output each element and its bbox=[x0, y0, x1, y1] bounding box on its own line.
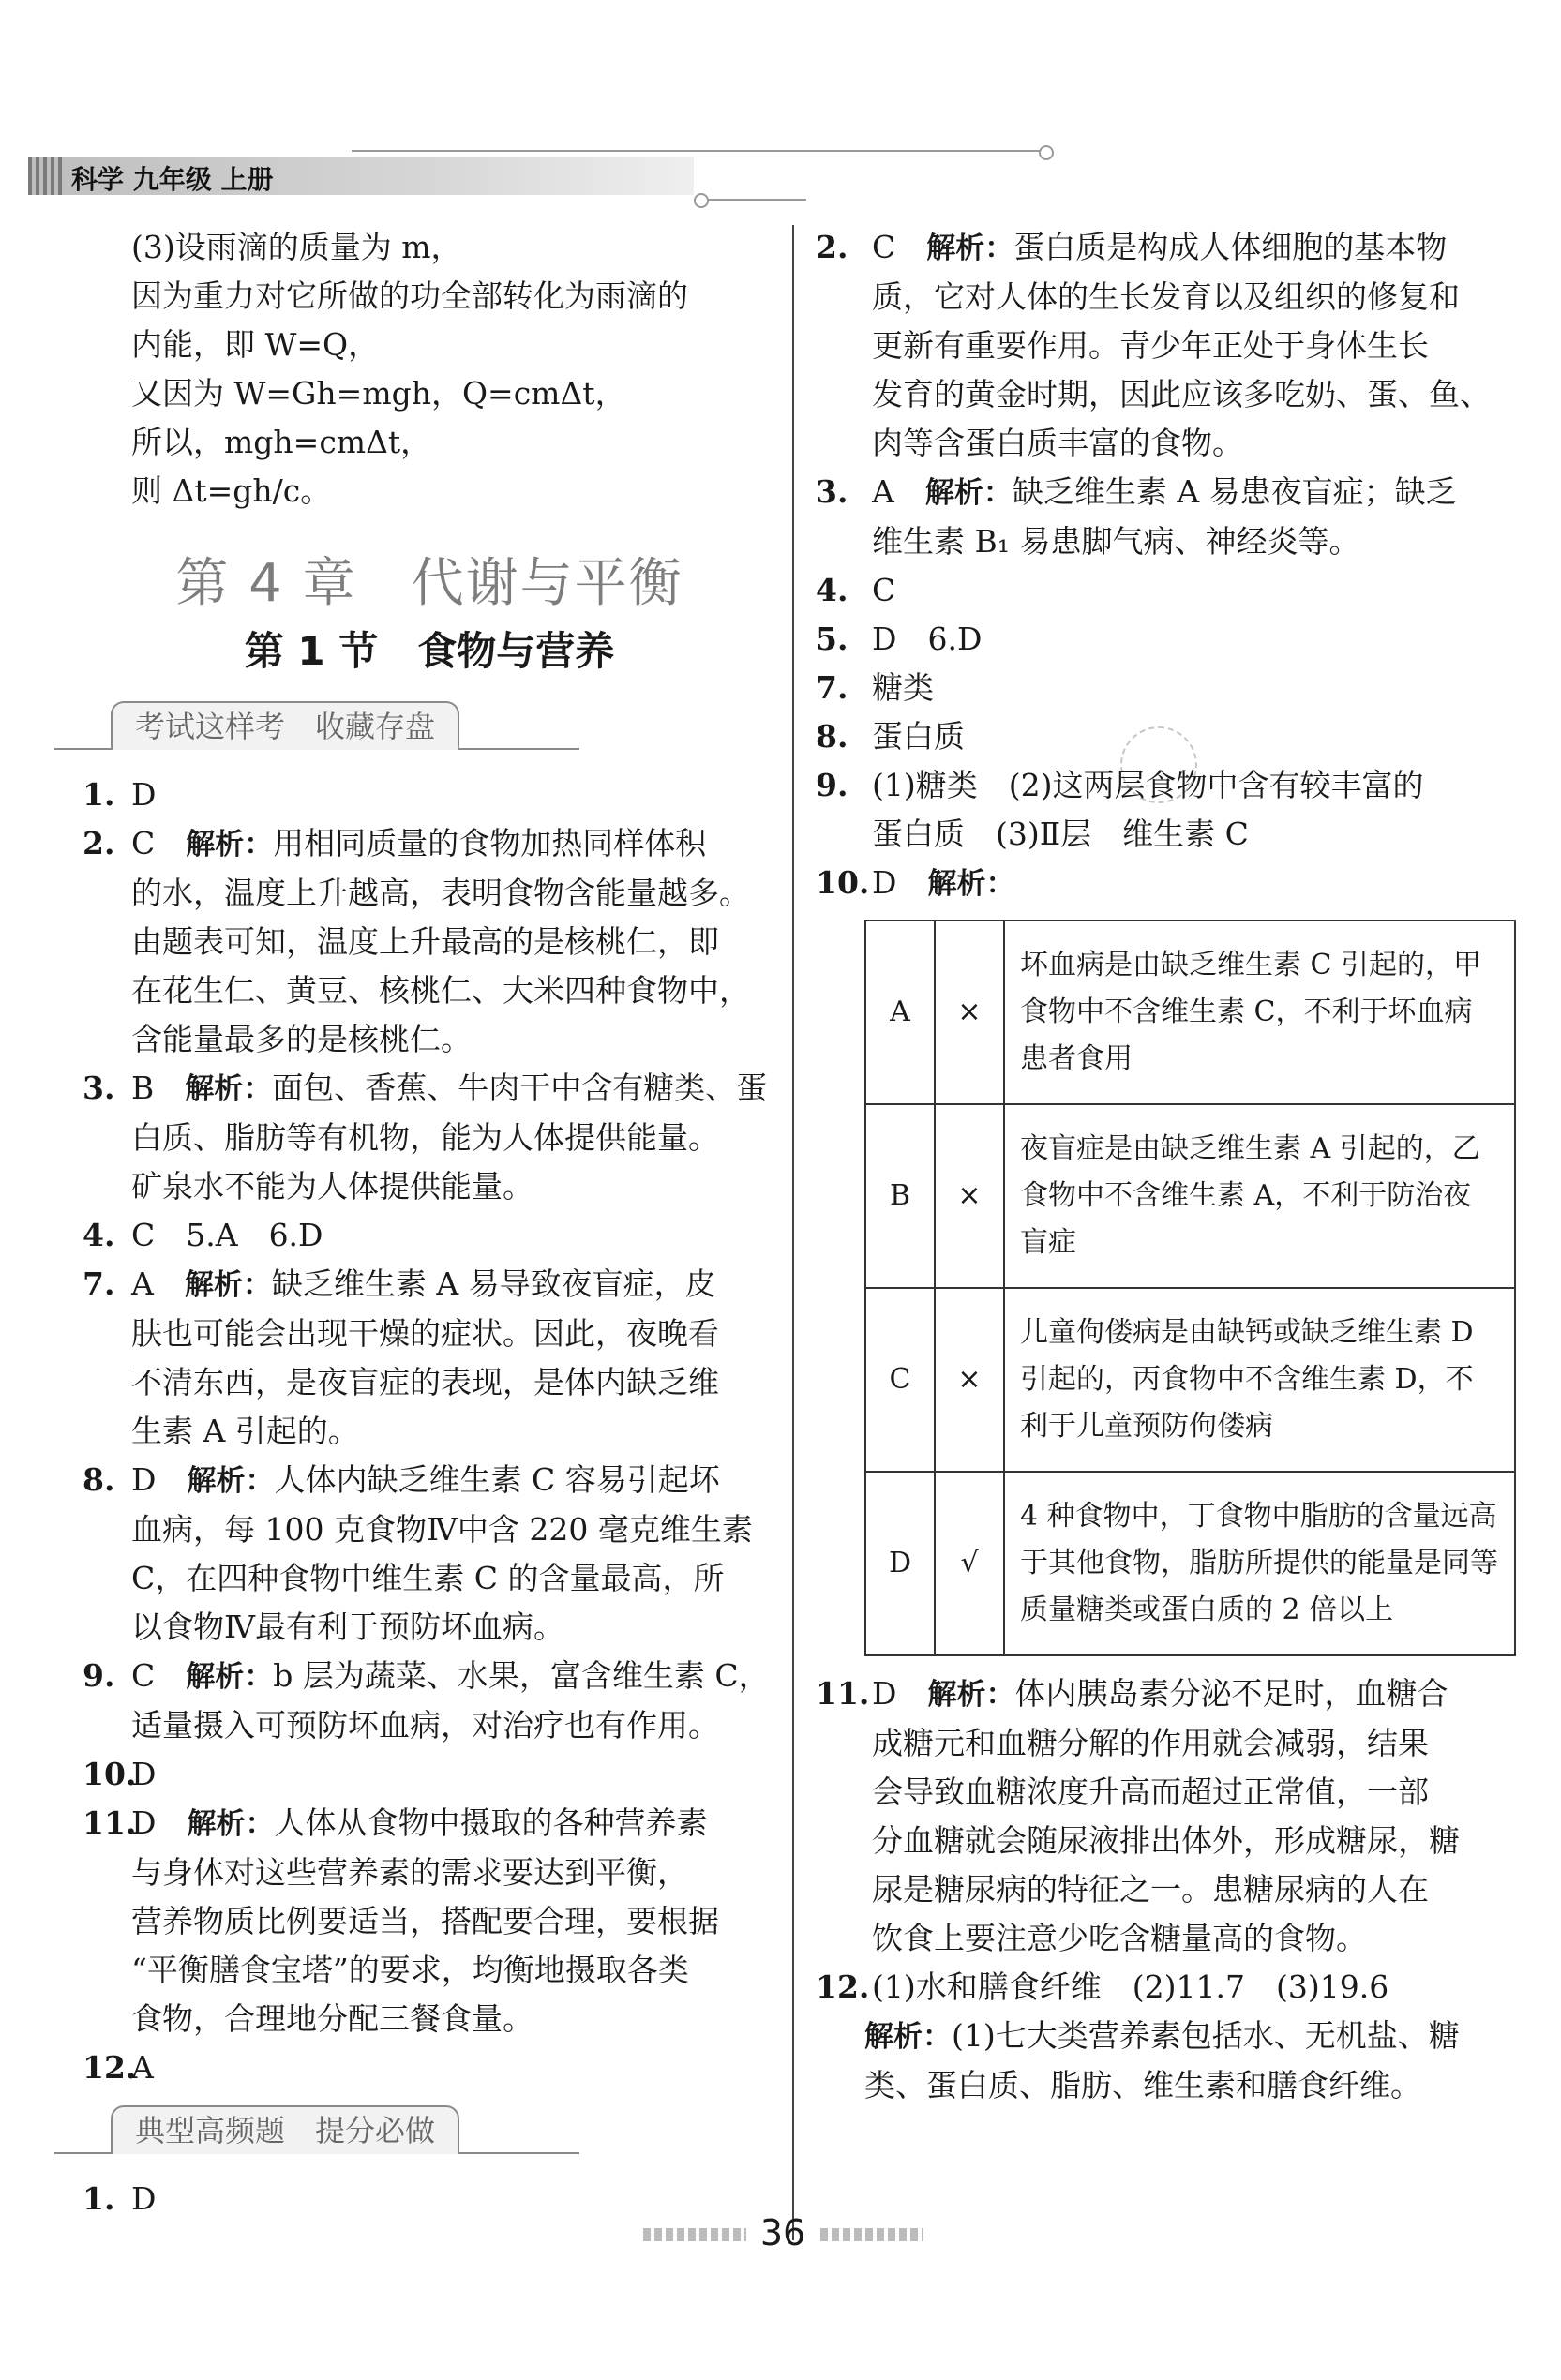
spacer bbox=[896, 864, 927, 901]
answer-item bbox=[83, 1260, 776, 1456]
intro-line: 所以，mgh=cmΔt， bbox=[131, 424, 432, 460]
option-explanation: 4 种食物中，丁食物中脂肪的含量远高于其他食物，脂肪所提供的能量是同等质量糖类或蛋白质的 2 倍以上 bbox=[1004, 1472, 1515, 1655]
answer-item bbox=[816, 223, 1514, 468]
answer-item bbox=[83, 1799, 776, 2043]
answer-value: D bbox=[131, 776, 157, 813]
answer-number: 4. bbox=[816, 572, 848, 608]
answer-number: 3. bbox=[83, 1070, 115, 1106]
analysis-label: 解析： bbox=[864, 2020, 952, 2054]
banner-label: 典型高频题 提分必做 bbox=[111, 2105, 459, 2154]
spacer bbox=[895, 229, 926, 265]
option-label: D bbox=[865, 1472, 935, 1655]
option-mark: × bbox=[935, 1288, 1004, 1472]
analysis-label: 解析： bbox=[927, 1678, 1015, 1712]
spacer bbox=[896, 1675, 927, 1712]
analysis-line: 营养物质比例要适当，搭配要合理，要根据 bbox=[131, 1903, 719, 1939]
analysis-label: 解析： bbox=[187, 1464, 275, 1498]
answer-item bbox=[83, 1750, 776, 1799]
option-explanation: 儿童佝偻病是由缺钙或缺乏维生素 D 引起的，丙食物中不含维生素 D，不利于儿童预防佝偻病 bbox=[1004, 1288, 1515, 1472]
answer-number: 8. bbox=[83, 1461, 115, 1498]
answer-value: D 6.D bbox=[872, 621, 983, 657]
option-mark: √ bbox=[935, 1472, 1004, 1655]
right-column bbox=[816, 223, 1514, 2110]
answer-number: 12. bbox=[816, 1968, 870, 2005]
answer-value: C bbox=[872, 229, 896, 265]
intro-line: 内能，即 W=Q， bbox=[131, 326, 380, 363]
analysis-label: 解析： bbox=[186, 828, 274, 861]
answer-number: 7. bbox=[83, 1265, 115, 1302]
analysis-line: 分血糖就会随尿液排出体外，形成糖尿，糖 bbox=[872, 1822, 1460, 1859]
analysis-line: 食物，合理地分配三餐食量。 bbox=[131, 2000, 533, 2037]
analysis-text: (1)七大类营养素包括水、无机盐、糖 bbox=[952, 2017, 1460, 2054]
answer-value: D bbox=[131, 1804, 157, 1841]
answer-number: 10. bbox=[816, 864, 870, 901]
analysis-text: 蛋白质是构成人体细胞的基本物 bbox=[1013, 229, 1448, 265]
left-column bbox=[83, 223, 776, 2223]
analysis-label: 解析： bbox=[924, 476, 1013, 510]
answer-value: A bbox=[872, 473, 894, 510]
answer-number: 11. bbox=[83, 1804, 137, 1841]
answer-item bbox=[83, 1064, 776, 1211]
analysis-label: 解析： bbox=[927, 867, 1015, 901]
answer-value: D bbox=[872, 864, 897, 901]
answer-value: (1)糖类 (2)这两层食物中含有较丰富的 bbox=[872, 767, 1424, 803]
analysis-text: 面包、香蕉、牛肉干中含有糖类、蛋 bbox=[272, 1070, 768, 1106]
analysis-line: 适量摄入可预防坏血病，对治疗也有作用。 bbox=[131, 1707, 719, 1744]
analysis-label: 解析： bbox=[187, 1807, 275, 1841]
answer-value: 糖类 bbox=[872, 669, 934, 706]
answer-item bbox=[83, 1456, 776, 1652]
option-explanation: 夜盲症是由缺乏维生素 A 引起的，乙食物中不含维生素 A，不利于防治夜盲症 bbox=[1004, 1104, 1515, 1288]
answer-value: A bbox=[131, 2049, 154, 2086]
analysis-line: 更新有重要作用。青少年正处于身体生长 bbox=[872, 327, 1429, 364]
analysis-text: 体内胰岛素分泌不足时，血糖合 bbox=[1014, 1675, 1448, 1712]
option-row bbox=[865, 921, 1515, 1104]
analysis-line: 矿泉水不能为人体提供能量。 bbox=[131, 1168, 533, 1205]
analysis-line: 含能量最多的是核桃仁。 bbox=[131, 1021, 472, 1057]
answer-number: 1. bbox=[83, 2180, 115, 2217]
spacer bbox=[154, 1070, 185, 1106]
answer-value: C bbox=[131, 825, 156, 861]
answer-item bbox=[816, 712, 1514, 761]
column-divider bbox=[792, 225, 794, 2240]
analysis-line: 以食物Ⅳ最有利于预防坏血病。 bbox=[131, 1609, 564, 1645]
analysis-label: 解析： bbox=[185, 1072, 273, 1106]
banner-exam bbox=[73, 701, 579, 754]
right-answer-list-bottom bbox=[816, 1669, 1514, 2012]
answer-number: 2. bbox=[83, 825, 115, 861]
spacer bbox=[155, 825, 186, 861]
spacer bbox=[154, 1265, 185, 1302]
analysis-text: 人体从食物中摄取的各种营养素 bbox=[274, 1804, 708, 1841]
answer-number: 11. bbox=[816, 1675, 870, 1712]
left-answer-list bbox=[83, 771, 776, 2092]
spacer bbox=[156, 1461, 187, 1498]
answer-value: D bbox=[131, 1756, 157, 1792]
analysis-line: 由题表可知，温度上升最高的是核桃仁，即 bbox=[131, 923, 719, 960]
answer-item bbox=[816, 761, 1514, 859]
answer-number: 3. bbox=[816, 473, 848, 510]
analysis-line: 肤也可能会出现干燥的症状。因此，夜晚看 bbox=[131, 1315, 719, 1352]
analysis-label: 解析： bbox=[184, 1268, 272, 1302]
chapter-title: 第 4 章 代谢与平衡 bbox=[175, 553, 683, 614]
option-mark: × bbox=[935, 921, 1004, 1104]
option-label: C bbox=[865, 1288, 935, 1472]
answer-value: A bbox=[131, 1265, 154, 1302]
spacer bbox=[155, 1657, 186, 1694]
analysis-line: 的水，温度上升越高，表明食物含能量越多。 bbox=[131, 875, 750, 911]
analysis-line: 会导致血糖浓度升高而超过正常值，一部 bbox=[872, 1774, 1429, 1810]
option-row bbox=[865, 1288, 1515, 1472]
answer-number: 4. bbox=[83, 1217, 115, 1253]
analysis-line: 在花生仁、黄豆、核桃仁、大米四种食物中， bbox=[131, 972, 750, 1009]
answer-item bbox=[83, 1211, 776, 1260]
answer-item bbox=[816, 566, 1514, 615]
header-title: 科学 九年级 上册 bbox=[71, 164, 274, 195]
header-stripes bbox=[28, 157, 66, 195]
analysis-label: 解析： bbox=[186, 1660, 274, 1694]
answer-value: C bbox=[872, 572, 896, 608]
answer-item bbox=[816, 1963, 1514, 2012]
header-rule bbox=[352, 150, 1041, 152]
spacer bbox=[156, 1804, 187, 1841]
answer-value: D bbox=[131, 2180, 157, 2217]
right-answer-list-top bbox=[816, 223, 1514, 908]
option-explanation: 坏血病是由缺乏维生素 C 引起的，甲食物中不含维生素 C，不利于坏血病患者食用 bbox=[1004, 921, 1515, 1104]
answer-number: 12. bbox=[83, 2049, 137, 2086]
analysis-line: 类、蛋白质、脂肪、维生素和膳食纤维。 bbox=[864, 2067, 1421, 2103]
intro-line: 因为重力对它所做的功全部转化为雨滴的 bbox=[131, 277, 688, 314]
analysis-line: 饮食上要注意少吃含糖量高的食物。 bbox=[872, 1920, 1367, 1956]
header-dot-lower bbox=[694, 193, 709, 208]
analysis-text: 缺乏维生素 A 易导致夜盲症，皮 bbox=[271, 1265, 716, 1302]
option-label: A bbox=[865, 921, 935, 1104]
analysis-line: 生素 A 引起的。 bbox=[131, 1413, 359, 1449]
answer-item bbox=[83, 1652, 776, 1750]
analysis-line: “平衡膳食宝塔”的要求，均衡地摄取各类 bbox=[131, 1952, 689, 1988]
header-dot bbox=[1039, 145, 1054, 160]
answer-item bbox=[816, 859, 1514, 908]
answer-number: 1. bbox=[83, 776, 115, 813]
option-analysis-table bbox=[864, 920, 1516, 1656]
analysis-line: 不清东西，是夜盲症的表现，是体内缺乏维 bbox=[131, 1364, 719, 1400]
analysis-line: 尿是糖尿病的特征之一。患糖尿病的人在 bbox=[872, 1871, 1429, 1908]
answer-number: 2. bbox=[816, 229, 848, 265]
option-row bbox=[865, 1104, 1515, 1288]
answer-item bbox=[816, 664, 1514, 712]
answer-item bbox=[816, 468, 1514, 566]
analysis-text: 缺乏维生素 A 易患夜盲症；缺乏 bbox=[1012, 473, 1457, 510]
answer-item bbox=[83, 2043, 776, 2092]
analysis-label: 解析： bbox=[926, 232, 1014, 265]
answer-item bbox=[83, 771, 776, 819]
answer-value: B bbox=[131, 1070, 155, 1106]
analysis-line: C，在四种食物中维生素 C 的含量最高，所 bbox=[131, 1560, 725, 1596]
option-mark: × bbox=[935, 1104, 1004, 1288]
analysis-line: 发育的黄金时期，因此应该多吃奶、蛋、鱼、 bbox=[872, 376, 1491, 412]
analysis-line: 蛋白质 (3)Ⅱ层 维生素 C bbox=[872, 816, 1249, 852]
analysis-line: 质，它对人体的生长发育以及组织的修复和 bbox=[872, 278, 1460, 315]
page-number: 36 bbox=[759, 2212, 806, 2253]
answer-number: 10. bbox=[83, 1756, 137, 1792]
answer-number: 9. bbox=[83, 1657, 115, 1694]
header-rule-lower bbox=[694, 199, 806, 201]
intro-line: 则 Δt=gh/c。 bbox=[131, 472, 332, 509]
answer-number: 8. bbox=[816, 718, 848, 755]
option-row bbox=[865, 1472, 1515, 1655]
answer-number: 9. bbox=[816, 767, 848, 803]
answer-value: 蛋白质 bbox=[872, 718, 965, 755]
analysis-line: 肉等含蛋白质丰富的食物。 bbox=[872, 425, 1243, 461]
analysis-line: 白质、脂肪等有机物，能为人体提供能量。 bbox=[131, 1119, 719, 1156]
intro-line: 又因为 W=Gh=mgh，Q=cmΔt， bbox=[131, 375, 626, 412]
answer-number: 5. bbox=[816, 621, 848, 657]
option-label: B bbox=[865, 1104, 935, 1288]
answer-item bbox=[83, 819, 776, 1064]
intro-block bbox=[83, 223, 776, 516]
final-analysis bbox=[816, 2012, 1514, 2110]
banner-frequent bbox=[73, 2105, 579, 2158]
answer-number: 7. bbox=[816, 669, 848, 706]
answer-item bbox=[816, 615, 1514, 664]
analysis-line: 成糖元和血糖分解的作用就会减弱，结果 bbox=[872, 1725, 1429, 1761]
analysis-line: 血病，每 100 克食物Ⅳ中含 220 毫克维生素 bbox=[131, 1511, 753, 1548]
section-title: 第 1 节 食物与营养 bbox=[244, 628, 615, 674]
analysis-line bbox=[864, 2012, 1514, 2061]
banner-label: 考试这样考 收藏存盘 bbox=[111, 701, 459, 750]
answer-value: C 5.A 6.D bbox=[131, 1217, 323, 1253]
analysis-line: 与身体对这些营养素的需求要达到平衡， bbox=[131, 1854, 688, 1891]
intro-line: (3)设雨滴的质量为 m， bbox=[131, 229, 462, 265]
analysis-text: b 层为蔬菜、水果，富含维生素 C， bbox=[273, 1657, 770, 1694]
answer-item bbox=[816, 1669, 1514, 1963]
answer-value: (1)水和膳食纤维 (2)11.7 (3)19.6 bbox=[872, 1968, 1389, 2005]
analysis-text: 用相同质量的食物加热同样体积 bbox=[273, 825, 707, 861]
analysis-text: 人体内缺乏维生素 C 容易引起坏 bbox=[274, 1461, 720, 1498]
answer-value: D bbox=[872, 1675, 897, 1712]
answer-value: C bbox=[131, 1657, 156, 1694]
answer-value: D bbox=[131, 1461, 157, 1498]
spacer bbox=[894, 473, 925, 510]
analysis-line: 维生素 B₁ 易患脚气病、神经炎等。 bbox=[872, 523, 1360, 560]
